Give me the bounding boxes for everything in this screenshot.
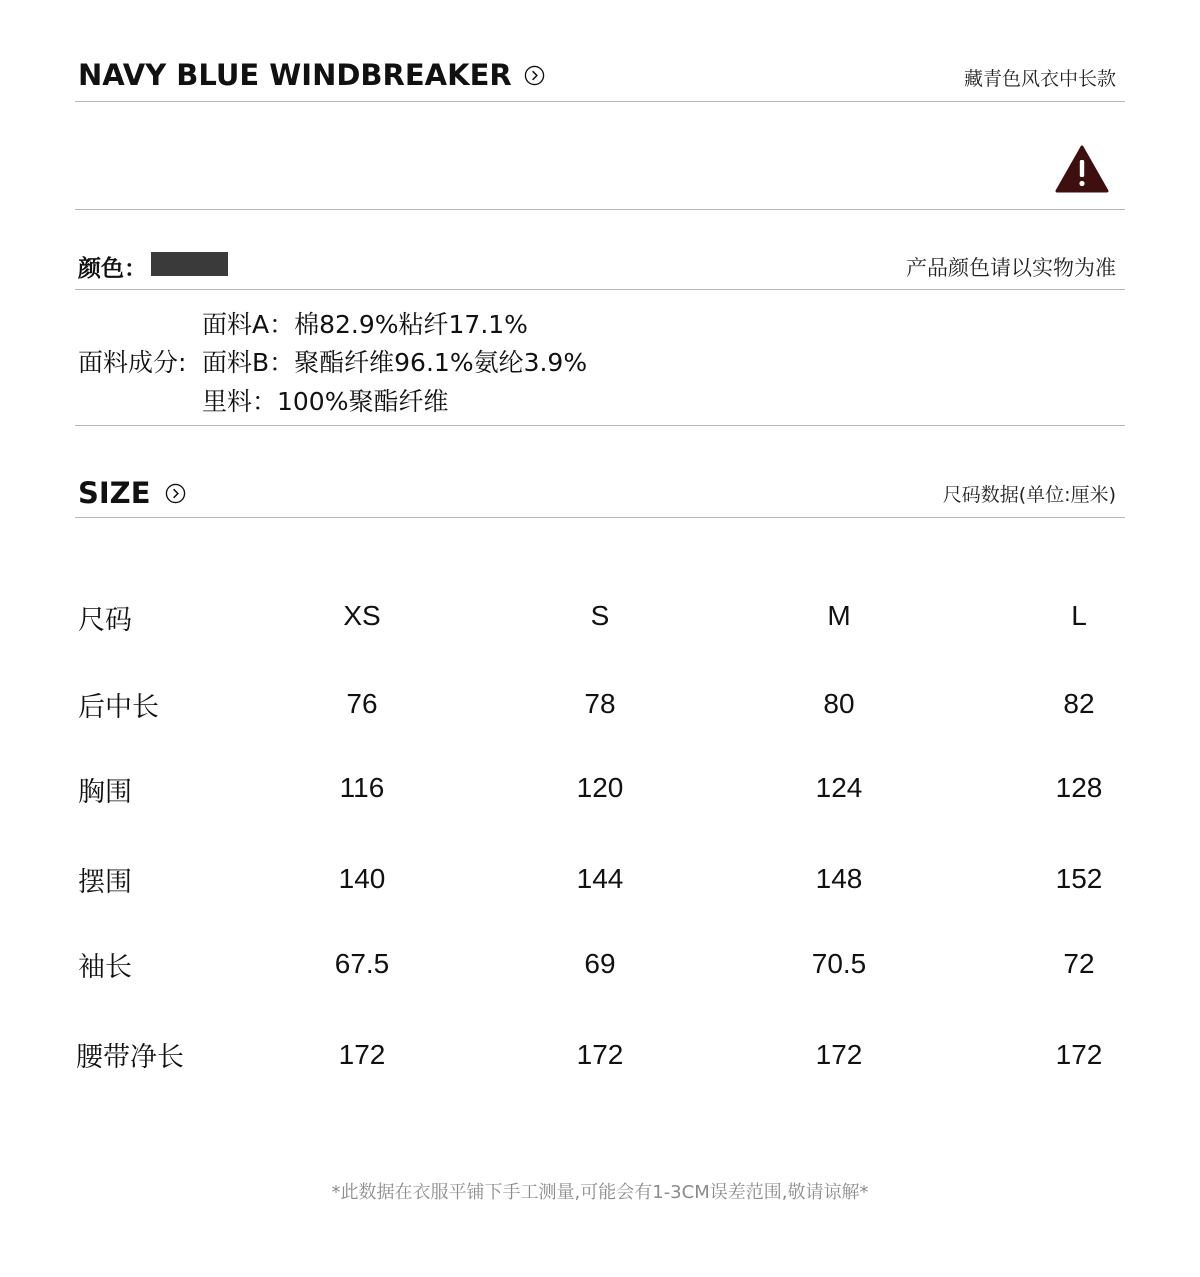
warning-triangle-icon — [1055, 145, 1109, 193]
product-subtitle-cn: 藏青色风衣中长款 — [963, 68, 1116, 90]
color-swatch — [151, 252, 228, 276]
table-cell: 69 — [584, 948, 616, 979]
table-cell: 148 — [815, 863, 863, 894]
table-cell: 72 — [1063, 948, 1095, 979]
fabric-line-lining: 里料：100%聚酯纤维 — [202, 387, 449, 416]
size-title-block — [78, 476, 186, 510]
table-cell: 172 — [1055, 1039, 1103, 1070]
divider — [75, 289, 1125, 290]
row-label: 后中长 — [78, 692, 159, 723]
table-cell: 80 — [823, 688, 855, 719]
color-label: 颜色： — [78, 256, 147, 282]
size-header-l: L — [1071, 600, 1087, 631]
measurement-disclaimer: *此数据在衣服平铺下手工测量,可能会有1-3CM误差范围,敬请谅解* — [331, 1182, 869, 1203]
table-cell: 70.5 — [811, 948, 867, 979]
size-header-m: M — [827, 600, 851, 631]
row-label: 摆围 — [78, 867, 132, 898]
size-title: SIZE — [78, 476, 151, 510]
color-disclaimer: 产品颜色请以实物为准 — [906, 256, 1116, 280]
table-cell: 172 — [815, 1039, 863, 1070]
table-cell: 172 — [576, 1039, 624, 1070]
table-cell: 120 — [576, 772, 624, 803]
table-cell: 67.5 — [334, 948, 390, 979]
divider — [75, 209, 1125, 210]
divider — [75, 425, 1125, 426]
divider — [75, 517, 1125, 518]
divider — [75, 101, 1125, 102]
table-cell: 82 — [1063, 688, 1095, 719]
table-cell: 152 — [1055, 863, 1103, 894]
fabric-line-b: 面料B：聚酯纤维96.1%氨纶3.9% — [202, 348, 588, 377]
table-cell: 144 — [576, 863, 624, 894]
size-header-label: 尺码 — [78, 605, 132, 636]
table-cell: 124 — [815, 772, 863, 803]
table-cell: 78 — [584, 688, 616, 719]
size-unit-note: 尺码数据(单位:厘米) — [942, 484, 1116, 506]
product-title-block — [78, 58, 545, 92]
table-cell: 76 — [346, 688, 378, 719]
chevron-right-circle-icon[interactable] — [165, 483, 186, 504]
fabric-label: 面料成分: — [78, 348, 187, 377]
size-header-s: S — [590, 600, 610, 631]
row-label: 胸围 — [78, 777, 132, 808]
size-header-xs: XS — [343, 600, 381, 631]
table-cell: 116 — [339, 772, 385, 803]
chevron-right-circle-icon[interactable] — [524, 65, 545, 86]
product-title: NAVY BLUE WINDBREAKER — [78, 58, 512, 92]
table-cell: 172 — [338, 1039, 386, 1070]
table-cell: 140 — [338, 863, 386, 894]
row-label: 腰带净长 — [76, 1042, 184, 1073]
fabric-line-a: 面料A：棉82.9%粘纤17.1% — [202, 310, 528, 339]
table-cell: 128 — [1055, 772, 1103, 803]
row-label: 袖长 — [78, 952, 132, 983]
